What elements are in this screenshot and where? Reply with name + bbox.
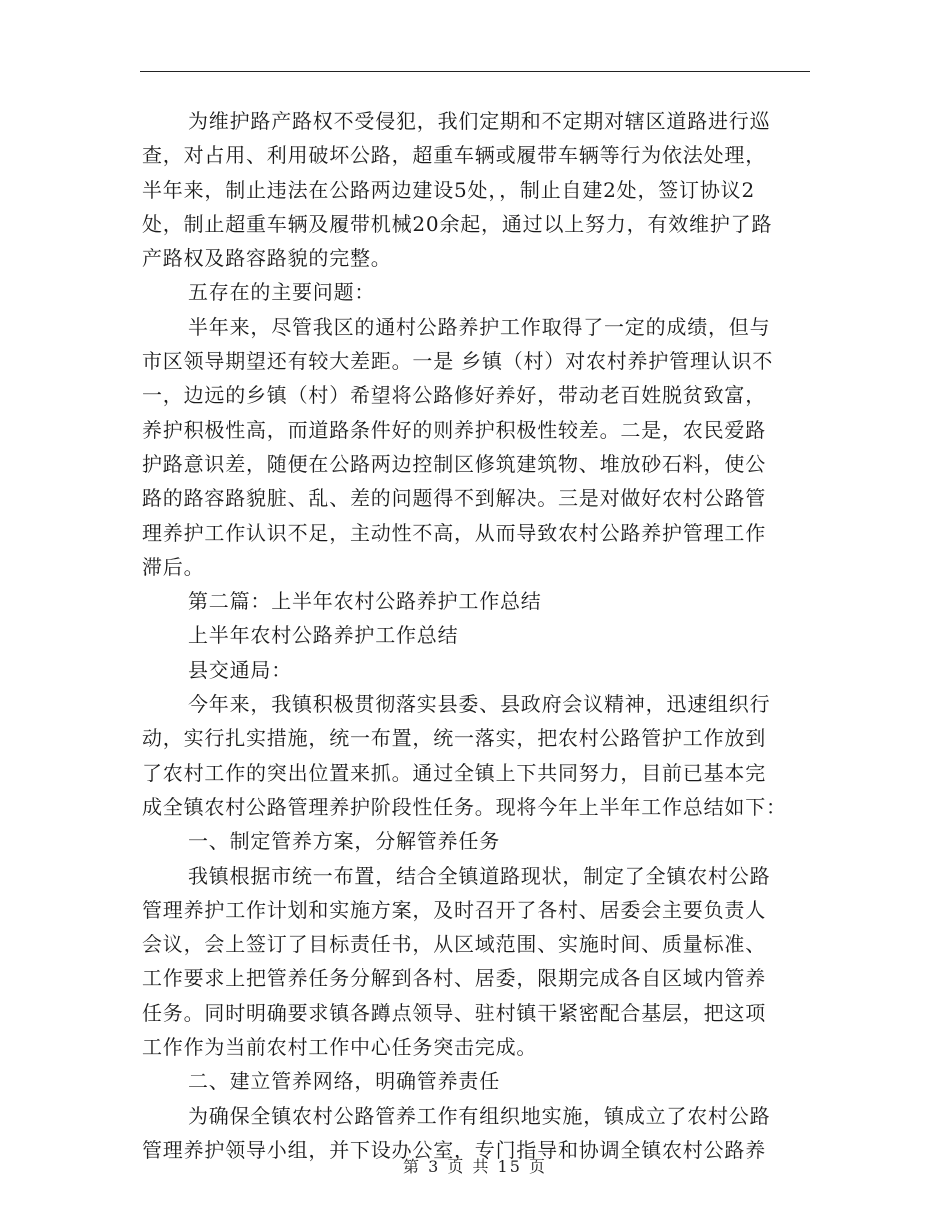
paragraph [142, 824, 812, 858]
footer-suffix: 页 [529, 1157, 548, 1176]
text-line: 会议，会上签订了目标责任书，从区域范围、实施时间、质量标准、 [142, 932, 766, 957]
paragraph [142, 584, 812, 618]
text-line: 产路权及路容路貌的完整。 [142, 246, 392, 271]
text-line: 护路意识差，随便在公路两边控制区修筑建筑物、堆放砂石料，使公 [142, 451, 766, 476]
text-line: 动，实行扎实措施，统一布置，统一落实，把农村公路管护工作放到 [142, 726, 766, 751]
header-rule [140, 71, 810, 72]
text-line: 路的路容路貌脏、乱、差的问题得不到解决。三是对做好农村公路管 [142, 486, 766, 511]
text-line: 第二篇：上半年农村公路养护工作总结 [188, 589, 542, 614]
paragraph [142, 859, 812, 1065]
paragraph [142, 310, 812, 584]
text-line: 成全镇农村公路管理养护阶段性任务。现将今年上半年工作总结如下： [142, 794, 787, 819]
text-line: 工作要求上把管养任务分解到各村、居委，限期完成各自区域内管养 [142, 966, 766, 991]
text-line: 市区领导期望还有较大差距。一是 乡镇（村）对农村养护管理认识不 [142, 349, 774, 374]
text-line: 管理养护工作计划和实施方案，及时召开了各村、居委会主要负责人 [142, 897, 766, 922]
footer-middle: 页 共 [447, 1157, 491, 1176]
text-line: 今年来，我镇积极贯彻落实县委、县政府会议精神，迅速组织行 [188, 692, 771, 717]
paragraph [142, 275, 812, 309]
text-line: 县交通局： [188, 657, 292, 682]
page-footer [0, 1154, 950, 1177]
text-line: 养护积极性高，而道路条件好的则养护积极性较差。二是，农民爱路 [142, 417, 766, 442]
text-line: 理养护工作认识不足，主动性不高，从而导致农村公路养护管理工作 [142, 520, 766, 545]
text-line: 了农村工作的突出位置来抓。通过全镇上下共同努力，目前已基本完 [142, 760, 766, 785]
text-line: 任务。同时明确要求镇各蹲点领导、驻村镇干紧密配合基层，把这项 [142, 1000, 766, 1025]
body-text [142, 104, 812, 1167]
text-line: 一，边远的乡镇（村）希望将公路修好养好，带动老百姓脱贫致富， [142, 383, 766, 408]
text-line: 工作作为当前农村工作中心任务突击完成。 [142, 1035, 538, 1060]
paragraph [142, 618, 812, 652]
text-line: 五存在的主要问题： [188, 280, 376, 305]
text-line: 处，制止超重车辆及履带机械20余起，通过以上努力，有效维护了路 [142, 211, 773, 236]
text-line: 为确保全镇农村公路管养工作有组织地实施，镇成立了农村公路 [188, 1103, 771, 1128]
text-line: 二、建立管养网络，明确管养责任 [188, 1069, 500, 1094]
text-line: 半年来，制止违法在公路两边建设5处，，制止自建2处，签订协议2 [142, 177, 755, 202]
footer-prefix: 第 [402, 1157, 421, 1176]
text-line: 查，对占用、利用破坏公路，超重车辆或履带车辆等行为依法处理， [142, 143, 766, 168]
text-line: 我镇根据市统一布置，结合全镇道路现状，制定了全镇农村公路 [188, 863, 771, 888]
text-line: 半年来，尽管我区的通村公路养护工作取得了一定的成绩，但与 [188, 314, 771, 339]
footer-total-pages: 15 [497, 1157, 522, 1176]
paragraph [142, 653, 812, 687]
text-line: 为维护路产路权不受侵犯，我们定期和不定期对辖区道路进行巡 [188, 109, 771, 133]
text-line: 上半年农村公路养护工作总结 [188, 623, 459, 648]
text-line: 滞后。 [142, 554, 205, 579]
text-line: 一、制定管养方案，分解管养任务 [188, 829, 500, 854]
paragraph [142, 687, 812, 824]
paragraph [142, 104, 812, 275]
footer-current-page: 3 [428, 1157, 441, 1176]
paragraph [142, 1064, 812, 1098]
text-line: 管理养护领导小组，并下设办公室，专门指导和协调全镇农村公路养 [142, 1137, 766, 1162]
